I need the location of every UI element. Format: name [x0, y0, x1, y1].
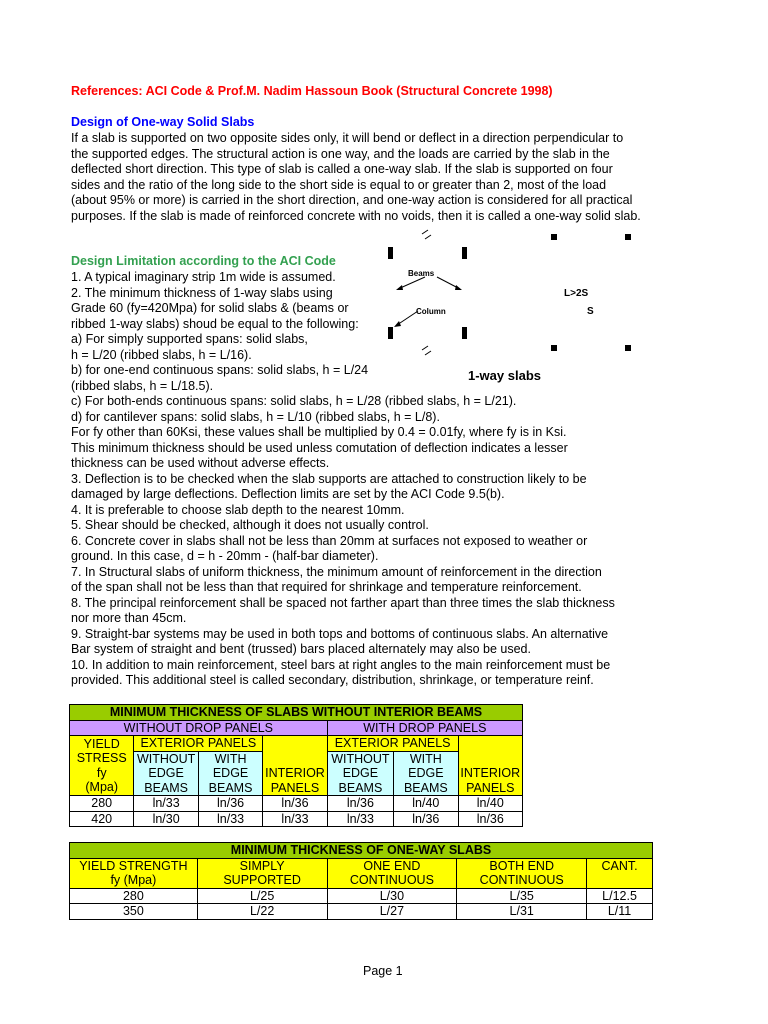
limitation-line: Bar system of straight and bent (trussed) bars placed alternately may also be used.: [71, 642, 531, 656]
limitation-line: damaged by large deflections. Deflection limits are set by the ACI Code 9.5(b).: [71, 487, 505, 501]
diagram-title: 1-way slabs: [468, 368, 541, 383]
one-way-slab-diagram: [380, 225, 650, 390]
limitation-line: For fy other than 60Ksi, these values shall be multiplied by 0.4 = 0.01fy, where fy is in Ksi.: [71, 425, 567, 439]
short-side-label: S: [587, 306, 594, 317]
design-paragraph: If a slab is supported on two opposite sides only, it will bend or deflect in a direction perpendicular to the supported edges. The structural action is one way, and the loads are carried by the slab in the deflected short direction. This type of slab is called a one-way slab. If the slab is supported on four sides and the ratio of the long side to the short side is equal to or greater than 2, most of the load (about 95% or more) is carried in the short direction, and one-way action is considered for all practical purposes. If the slab is made of reinforced concrete with no voids, then it is called a one-way solid slab.: [71, 131, 641, 223]
limitation-line: 8. The principal reinforcement shall be spaced not farther apart than three times the slab thickness: [71, 595, 615, 610]
min-thickness-slabs-table: [69, 704, 523, 827]
references-line: References: ACI Code & Prof.M. Nadim Hassoun Book (Structural Concrete 1998): [71, 84, 553, 98]
long-side-label: L>2S: [564, 288, 589, 299]
beam-block: [388, 247, 393, 259]
column-block: [551, 345, 557, 351]
limitation-line: 6. Concrete cover in slabs shall not be less than 20mm at surfaces not exposed to weather or: [71, 533, 588, 548]
limitation-line: thickness can be used without adverse effects.: [71, 456, 330, 470]
table2-title: MINIMUM THICKNESS OF ONE-WAY SLABS: [70, 843, 653, 859]
limitation-line: 4. It is preferable to choose slab depth to the nearest 10mm.: [71, 502, 405, 517]
yield-stress-header: YIELD STRESS fy (Mpa): [70, 736, 134, 796]
limitation-line: 9. Straight-bar systems may be used in both tops and bottoms of continuous slabs. An alternative: [71, 626, 609, 641]
with-drop-header: WITH DROP PANELS: [327, 720, 522, 736]
table1-title: MINIMUM THICKNESS OF SLABS WITHOUT INTERIOR BEAMS: [70, 705, 523, 721]
cantilever-header: CANT.: [587, 858, 653, 888]
limitation-line: 5. Shear should be checked, although it does not usually control.: [71, 518, 429, 532]
page-number: Page 1: [363, 964, 403, 978]
column-block: [625, 345, 631, 351]
yield-strength-header: YIELD STRENGTH fy (Mpa): [70, 858, 198, 888]
with-edge-beams-header: WITH EDGE BEAMS: [394, 751, 458, 796]
min-thickness-one-way-table: [69, 842, 653, 920]
limitation-line: a) For simply supported spans: solid slabs,: [71, 332, 308, 346]
limitation-line: ribbed 1-way slabs) shoud be equal to the following:: [71, 316, 359, 331]
design-heading: Design of One-way Solid Slabs: [71, 115, 255, 129]
limitation-line: c) For both-ends continuous spans: solid slabs, h = L/28 (ribbed slabs, h = L/21).: [71, 394, 517, 408]
slash-mark: [425, 351, 431, 355]
without-edge-beams-header: WITHOUT EDGE BEAMS: [134, 751, 198, 796]
limitation-line: ground. In this case, d = h - 20mm - (half-bar diameter).: [71, 549, 379, 563]
table-row: 280 L/25 L/30 L/35 L/12.5: [70, 888, 653, 904]
limitation-line: 3. Deflection is to be checked when the slab supports are attached to construction likely to be: [71, 471, 587, 486]
beam-block: [462, 327, 467, 339]
both-end-continuous-header: BOTH END CONTINUOUS: [457, 858, 587, 888]
beam-block: [388, 327, 393, 339]
simply-supported-header: SIMPLY SUPPORTED: [197, 858, 327, 888]
column-label: Column: [416, 307, 446, 316]
column-block: [625, 234, 631, 240]
limitation-line: b) for one-end continuous spans: solid slabs, h = L/24: [71, 363, 369, 377]
table-row: 280 ln/33 ln/36 ln/36 ln/36 ln/40 ln/40: [70, 796, 523, 812]
interior-panels-header: INTERIOR PANELS: [263, 736, 327, 796]
table-row: 350 L/22 L/27 L/31 L/11: [70, 904, 653, 920]
exterior-panels-header: EXTERIOR PANELS: [327, 736, 458, 752]
limitation-line: 2. The minimum thickness of 1-way slabs using: [71, 285, 333, 300]
limitation-line: 7. In Structural slabs of uniform thickness, the minimum amount of reinforcement in the direction: [71, 564, 602, 579]
limitation-line: 10. In addition to main reinforcement, steel bars at right angles to the main reinforcement must be: [71, 657, 611, 672]
exterior-panels-header: EXTERIOR PANELS: [134, 736, 263, 752]
slash-mark: [425, 235, 431, 239]
limitation-line: This minimum thickness should be used unless comutation of deflection indicates a lesser: [71, 440, 568, 455]
slash-mark: [422, 230, 428, 234]
beam-block: [462, 247, 467, 259]
limitation-line: nor more than 45cm.: [71, 611, 187, 625]
limitation-line: d) for cantilever spans: solid slabs, h = L/10 (ribbed slabs, h = L/8).: [71, 409, 440, 424]
one-end-continuous-header: ONE END CONTINUOUS: [327, 858, 457, 888]
beams-label: Beams: [408, 269, 435, 278]
limitation-line: (ribbed slabs, h = L/18.5).: [71, 378, 214, 393]
limitation-line: Grade 60 (fy=420Mpa) for solid slabs & (beams or: [71, 301, 349, 315]
limitation-line: of the span shall not be less than that required for shrinkage and temperature reinforcement.: [71, 580, 582, 594]
column-block: [551, 234, 557, 240]
limitation-line: h = L/20 (ribbed slabs, h = L/16).: [71, 347, 252, 362]
limitation-line: provided. This additional steel is called secondary, distribution, shrinkage, or temperature reinf.: [71, 673, 594, 687]
slash-mark: [422, 346, 428, 350]
without-edge-beams-header: WITHOUT EDGE BEAMS: [327, 751, 393, 796]
limitation-line: 1. A typical imaginary strip 1m wide is assumed.: [71, 270, 336, 284]
with-edge-beams-header: WITH EDGE BEAMS: [198, 751, 262, 796]
table-row: 420 ln/30 ln/33 ln/33 ln/33 ln/36 ln/36: [70, 811, 523, 827]
interior-panels-header: INTERIOR PANELS: [458, 736, 522, 796]
without-drop-header: WITHOUT DROP PANELS: [70, 720, 328, 736]
limitation-heading: Design Limitation according to the ACI Code: [71, 254, 336, 268]
